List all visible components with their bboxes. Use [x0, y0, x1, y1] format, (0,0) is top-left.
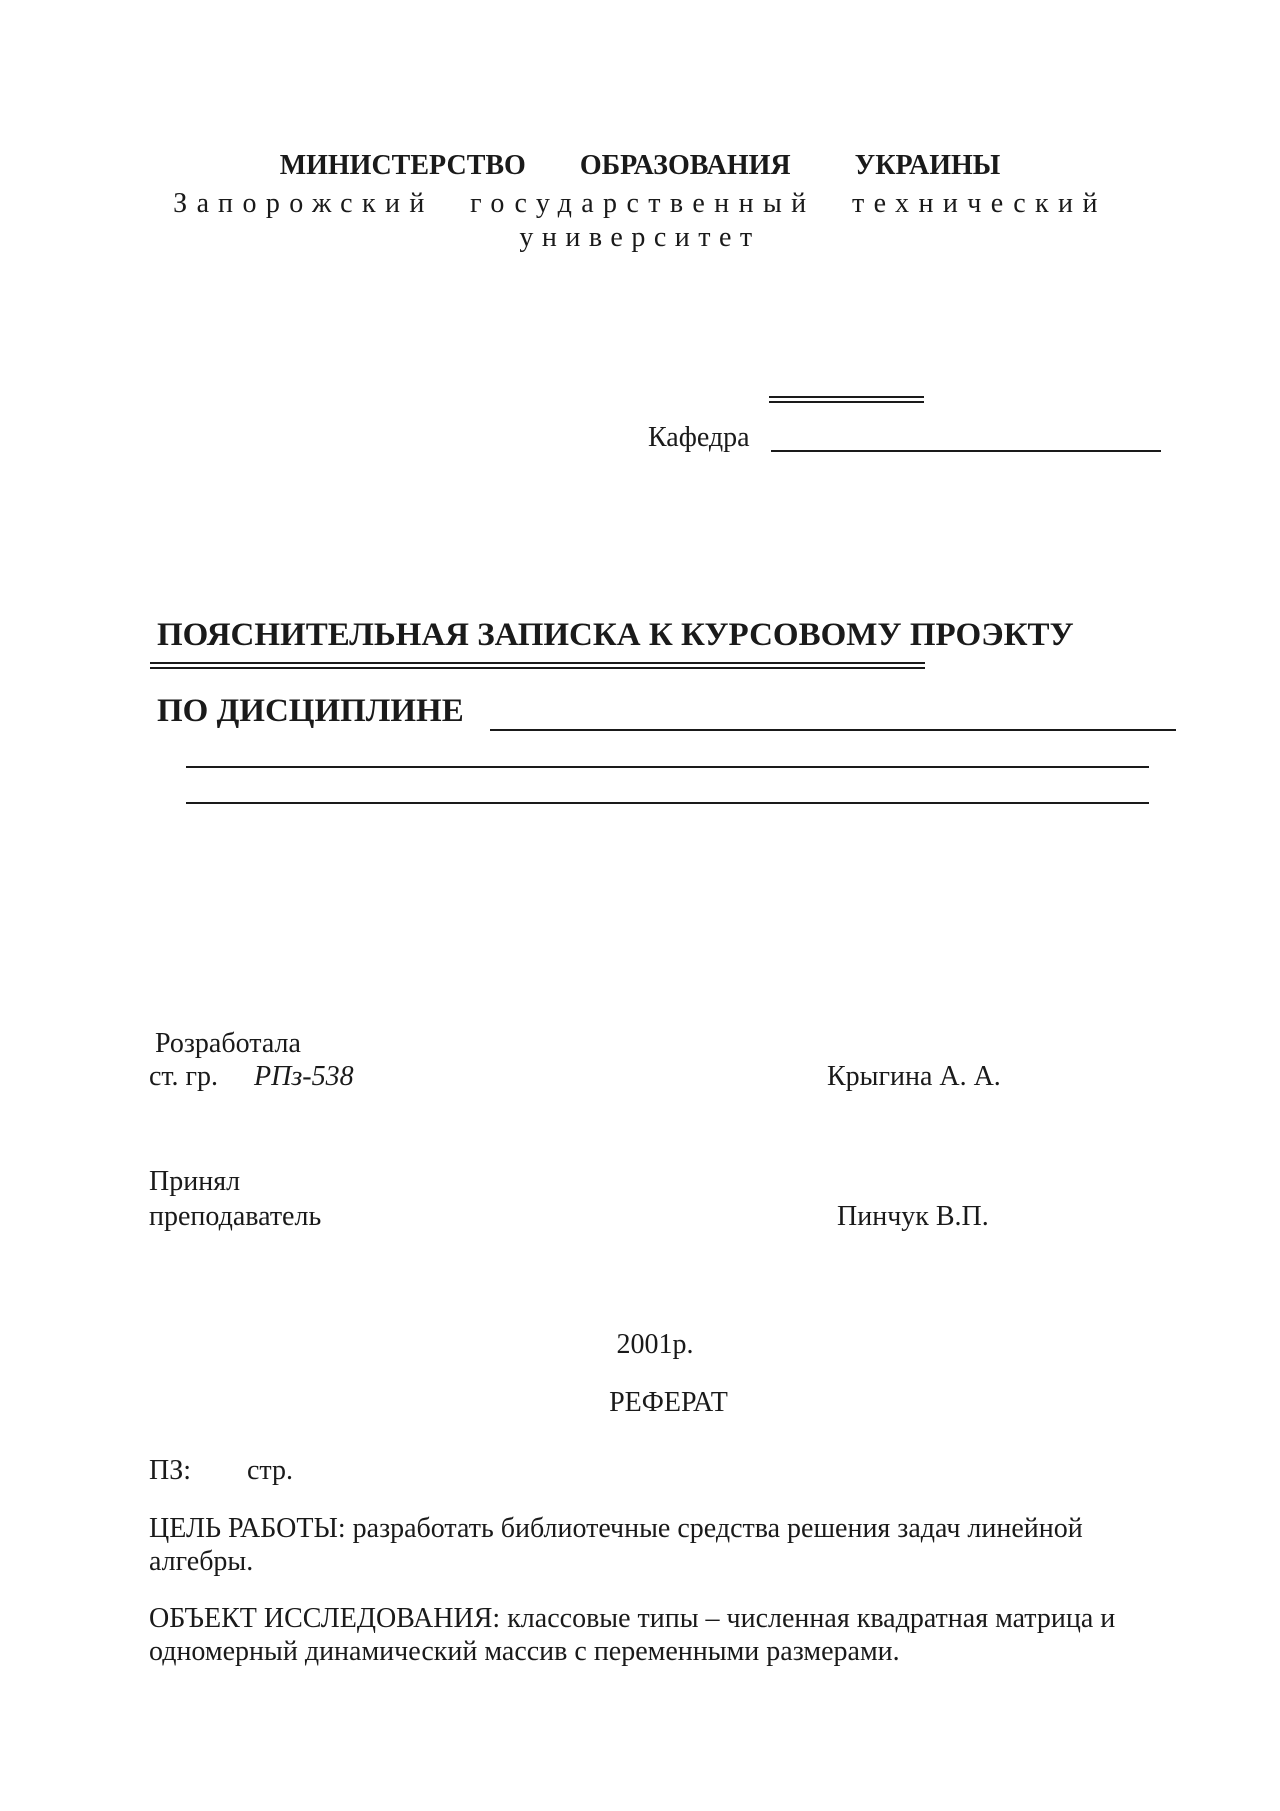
student-name: Крыгина А. А.	[827, 1061, 1001, 1092]
double-rule-short	[769, 396, 924, 403]
object-paragraph: ОБЪЕКТ ИССЛЕДОВАНИЯ: классовые типы – численная квадратная матрица и одномерный динамический массив с переменными размерами.	[149, 1603, 1116, 1667]
teacher-label: преподаватель	[149, 1201, 322, 1232]
university-name-line-1: Запорожский государственный технический	[173, 188, 1107, 219]
ministry-word-3: УКРАИНЫ	[854, 150, 1001, 181]
discipline-fill-line-2	[186, 766, 1149, 768]
discipline-fill-line-3	[186, 802, 1149, 804]
teacher-name: Пинчук В.П.	[837, 1201, 989, 1232]
year: 2001р.	[616, 1329, 694, 1360]
goal-paragraph: ЦЕЛЬ РАБОТЫ: разработать библиотечные средства решения задач линейной алгебры.	[149, 1513, 1083, 1577]
ministry-word-1: МИНИСТЕРСТВО	[279, 150, 526, 181]
discipline-fill-line-1	[490, 729, 1176, 731]
developed-by-label: Розработала	[155, 1028, 301, 1059]
group-value: РПз-538	[254, 1061, 354, 1092]
document-title: ПОЯСНИТЕЛЬНАЯ ЗАПИСКА К КУРСОВОМУ ПРОЭКТУ	[157, 617, 1074, 653]
university-name-line-2: университет	[519, 222, 761, 253]
pz-label: ПЗ:	[149, 1455, 192, 1486]
ministry-heading	[0, 150, 1280, 182]
title-double-underline	[150, 662, 925, 669]
ministry-word-2: ОБРАЗОВАНИЯ	[579, 150, 791, 181]
discipline-label: ПО ДИСЦИПЛИНЕ	[157, 693, 464, 729]
accepted-by-label: Принял	[149, 1166, 241, 1197]
group-label: ст. гр.	[149, 1061, 219, 1092]
abstract-heading: РЕФЕРАТ	[609, 1387, 728, 1418]
department-fill-line	[771, 450, 1161, 452]
department-label: Кафедра	[648, 422, 750, 453]
pz-value: стр.	[247, 1455, 294, 1486]
